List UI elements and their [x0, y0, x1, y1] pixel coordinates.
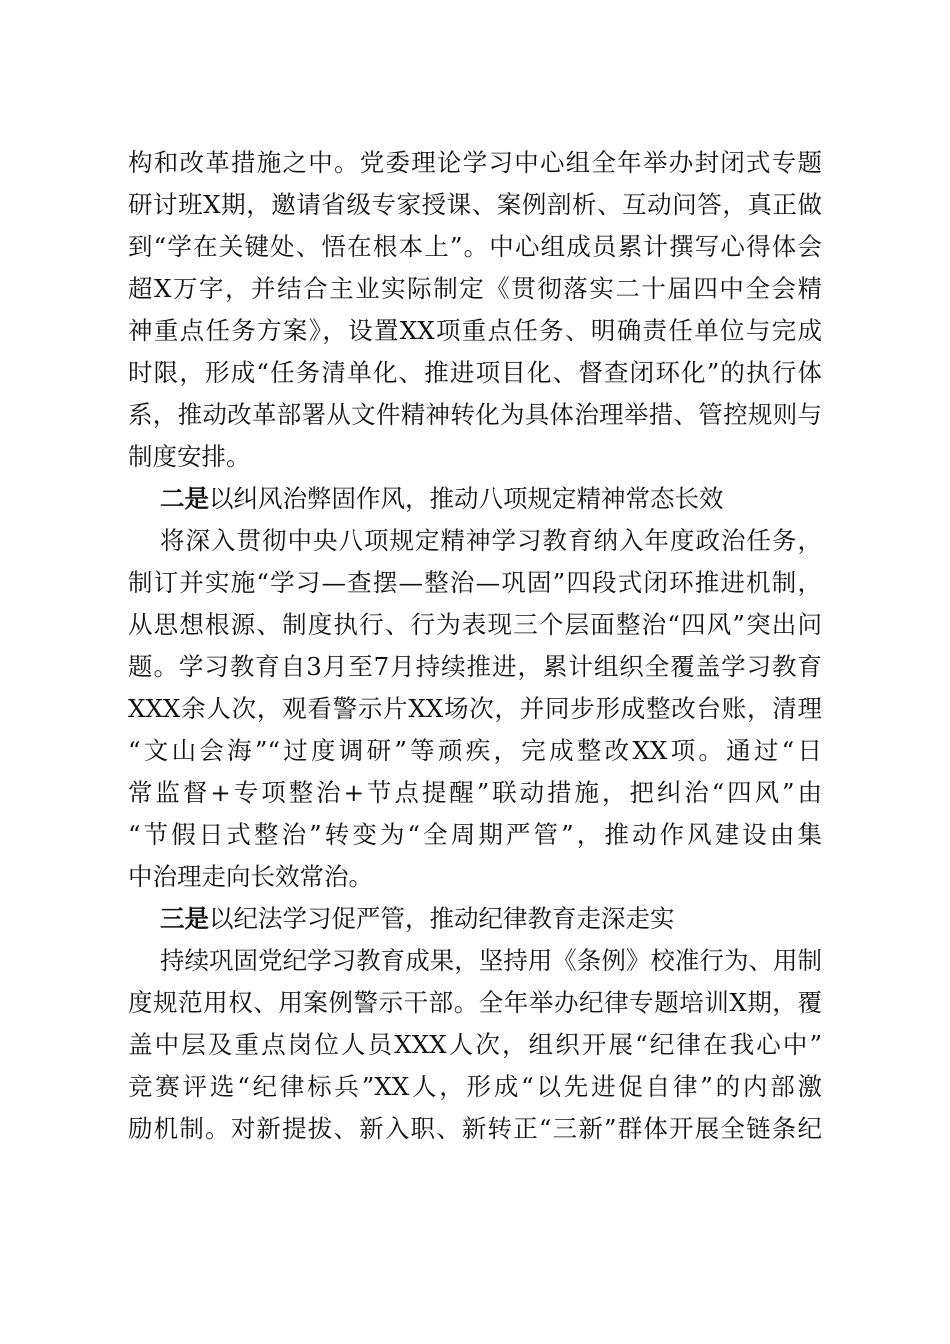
paragraph-line: 竞赛评选“纪律标兵”XX人，形成“以先进促自律”的内部激	[128, 1072, 822, 1101]
paragraph-line: XXX余人次，观看警示片XX场次，并同步形成整改台账，清理	[128, 694, 822, 723]
paragraph-line: 中治理走向长效常治。	[128, 862, 373, 891]
paragraph-line: “文山会海”“过度调研”等顽疾，完成整改XX项。通过“日	[128, 736, 822, 765]
section-heading-ordinal: 三是	[160, 904, 209, 933]
paragraph-line: 题。学习教育自3月至7月持续推进，累计组织全覆盖学习教育	[128, 652, 822, 681]
paragraph-line: 持续巩固党纪学习教育成果，坚持用《条例》校准行为、用制	[160, 946, 822, 975]
paragraph-line: 制度安排。	[128, 442, 251, 471]
paragraph-line: 将深入贯彻中央八项规定精神学习教育纳入年度政治任务，	[160, 526, 822, 555]
paragraph-line: 励机制。对新提拔、新入职、新转正“三新”群体开展全链条纪	[128, 1114, 822, 1143]
section-heading-2	[160, 478, 822, 520]
paragraph-line: 盖中层及重点岗位人员XXX人次，组织开展“纪律在我心中”	[128, 1030, 822, 1059]
paragraph-line: 构和改革措施之中。党委理论学习中心组全年举办封闭式专题	[128, 148, 822, 177]
paragraph-line: 系，推动改革部署从文件精神转化为具体治理举措、管控规则与	[128, 400, 822, 429]
paragraph-line: 到“学在关键处、悟在根本上”。中心组成员累计撰写心得体会	[128, 232, 822, 261]
section-heading-ordinal: 二是	[160, 484, 209, 513]
paragraph-line: 制订并实施“学习—查摆—整治—巩固”四段式闭环推进机制，	[128, 568, 822, 597]
paragraph-line: “节假日式整治”转变为“全周期严管”，推动作风建设由集	[128, 820, 822, 849]
paragraph-line: 常监督+专项整治+节点提醒”联动措施，把纠治“四风”由	[128, 778, 822, 807]
paragraph-line: 时限，形成“任务清单化、推进项目化、督查闭环化”的执行体	[128, 358, 822, 387]
paragraph-line: 度规范用权、用案例警示干部。全年举办纪律专题培训X期，覆	[128, 988, 822, 1017]
paragraph-line: 超X万字，并结合主业实际制定《贯彻落实二十届四中全会精	[128, 274, 822, 303]
section-heading-title: 以纪法学习促严管，推动纪律教育走深走实	[209, 904, 675, 933]
paragraph-line: 神重点任务方案》，设置XX项重点任务、明确责任单位与完成	[128, 316, 822, 345]
section-heading-3	[160, 898, 822, 940]
paragraph-line: 从思想根源、制度执行、行为表现三个层面整治“四风”突出问	[128, 610, 822, 639]
paragraph-line: 研讨班X期，邀请省级专家授课、案例剖析、互动问答，真正做	[128, 190, 822, 219]
section-heading-title: 以纠风治弊固作风，推动八项规定精神常态长效	[209, 484, 724, 513]
